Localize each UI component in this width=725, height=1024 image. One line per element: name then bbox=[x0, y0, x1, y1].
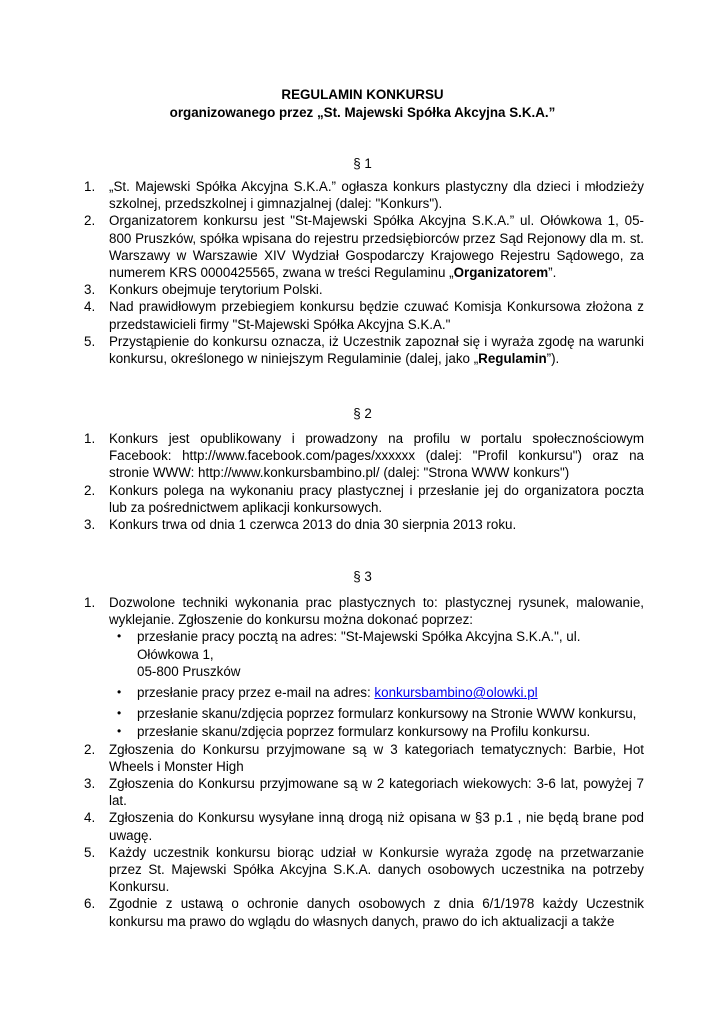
section-heading-2: § 2 bbox=[353, 406, 372, 421]
item-text: Przystąpienie do konkursu oznacza, iż Uczestnik zapoznał się i wyraża zgodę na warunki konkursu, określonego w niniejszym Regulaminie (dalej, jako „ bbox=[109, 333, 644, 367]
bullet-text: przesłanie pracy przez e-mail na adres: bbox=[137, 685, 375, 701]
section-2-list bbox=[84, 430, 644, 533]
list-item bbox=[84, 430, 644, 482]
document-subtitle: organizowanego przez „St. Majewski Spółka Akcyjna S.K.A.” bbox=[169, 105, 556, 120]
bullet-icon: • bbox=[117, 706, 122, 721]
item-number: 1. bbox=[84, 595, 96, 610]
item-number: 6. bbox=[84, 896, 96, 912]
list-item bbox=[84, 809, 644, 843]
bullet-item bbox=[109, 705, 644, 722]
item-text: Konkurs polega na wykonaniu pracy plastycznej i przesłanie jej do organizatora poczta lub za pośrednictwem aplikacji konkursowych. bbox=[109, 482, 644, 515]
item-number: 4. bbox=[84, 299, 96, 315]
list-item bbox=[84, 281, 644, 298]
list-item bbox=[84, 178, 644, 212]
item-number: 3. bbox=[84, 776, 96, 792]
bullet-item bbox=[109, 628, 644, 680]
bullet-text: przesłanie skanu/zdjęcia poprzez formularz konkursowy na Stronie WWW konkursu, bbox=[137, 706, 637, 722]
list-item bbox=[84, 333, 644, 367]
section-heading-3: § 3 bbox=[353, 569, 372, 584]
item-number: 1. bbox=[84, 431, 96, 446]
item-text: Konkurs jest opublikowany i prowadzony na profilu w portalu społecznościowym Facebook: http://www.facebook.com/pages/xxxxxx (dalej: "Profil konkursu") oraz na stronie WWW: http://www.konkursbambino.pl/ (dalej: "Strona WWW konkurs") bbox=[109, 431, 644, 481]
list-item bbox=[84, 775, 644, 809]
list-item bbox=[84, 895, 644, 929]
document-title: REGULAMIN KONKURSU bbox=[281, 87, 444, 102]
item-number: 1. bbox=[84, 179, 96, 194]
item-text: Konkurs trwa od dnia 1 czerwca 2013 do dnia 30 sierpnia 2013 roku. bbox=[109, 517, 517, 533]
item-number: 3. bbox=[84, 282, 96, 298]
bullet-text: przesłanie skanu/zdjęcia poprzez formularz konkursowy na Profilu konkursu. bbox=[137, 724, 591, 740]
item-number: 5. bbox=[84, 844, 96, 860]
email-link[interactable]: konkursbambino@olowki.pl bbox=[374, 685, 538, 701]
list-item bbox=[84, 482, 644, 516]
list-item bbox=[84, 844, 644, 896]
item-number: 2. bbox=[84, 482, 96, 498]
bullet-icon: • bbox=[117, 685, 122, 700]
item-text: Organizatorem konkursu jest "St-Majewski Spółka Akcyjna S.K.A.” ul. Ołówkowa 1, 05-800 Pruszków, spółka wpisana do rejestru przedsiębiorców przez Sąd Rejonowy dla m. st. Warszawy w Warszawie XIV Wydział Gospodarczy Krajowego Rejestru Sądowego, za numerem KRS 0000425565, zwana w treści Regulaminu „ bbox=[109, 213, 644, 281]
item-text-end: ”). bbox=[546, 351, 560, 367]
section-3-list bbox=[84, 594, 644, 930]
list-item bbox=[84, 212, 644, 281]
bullet-icon: • bbox=[117, 724, 122, 739]
item-text: Zgłoszenia do Konkursu wysyłane inną drogą niż opisana w §3 p.1 , nie będą brane pod uwagę. bbox=[109, 810, 644, 843]
item-number: 2. bbox=[84, 213, 96, 229]
section-1-list bbox=[84, 178, 644, 367]
address-street: Ołówkowa 1, bbox=[137, 646, 214, 662]
item-text: Zgłoszenia do Konkursu przyjmowane są w 2 kategoriach wiekowych: 3-6 lat, powyżej 7 lat. bbox=[109, 776, 644, 809]
item-bold-term: Organizatorem bbox=[453, 265, 549, 281]
item-text: Dozwolone techniki wykonania prac plastycznych to: plastycznej rysunek, malowanie, wyklejanie. Zgłoszenie do konkursu można dokonać poprzez: bbox=[109, 595, 644, 628]
item-text: „St. Majewski Spółka Akcyjna S.K.A.” ogłasza konkurs plastyczny dla dzieci i młodzieży szkolnej, przedszkolnej i gimnazjalnej (dalej: "Konkurs"). bbox=[109, 179, 644, 212]
item-text: Każdy uczestnik konkursu biorąc udział w Konkursie wyraża zgodę na przetwarzanie przez St. Majewski Spółka Akcyjna S.K.A. danych osobowych uczestnika na potrzeby Konkursu. bbox=[109, 844, 644, 895]
list-item bbox=[84, 741, 644, 775]
address-city: 05-800 Pruszków bbox=[137, 663, 241, 679]
item-text: Zgodnie z ustawą o ochronie danych osobowych z dnia 6/1/1978 każdy Uczestnik konkursu ma prawo do wglądu do własnych danych, prawo do ich aktualizacji a także bbox=[109, 896, 644, 929]
item-text-end: ”. bbox=[548, 265, 557, 281]
item-text: Konkurs obejmuje terytorium Polski. bbox=[109, 282, 323, 298]
bullet-item bbox=[109, 684, 644, 701]
list-item bbox=[84, 594, 644, 628]
bullet-text: przesłanie pracy pocztą na adres: "St-Majewski Spółka Akcyjna S.K.A.", ul. bbox=[137, 629, 581, 645]
item-text: Zgłoszenia do Konkursu przyjmowane są w 3 kategoriach tematycznych: Barbie, Hot Wheels i Monster High bbox=[109, 741, 644, 774]
bullet-item bbox=[109, 723, 644, 740]
bullet-icon: • bbox=[117, 629, 122, 644]
item-number: 5. bbox=[84, 333, 96, 349]
item-number: 3. bbox=[84, 517, 96, 533]
item-number: 2. bbox=[84, 741, 96, 757]
bullet-list bbox=[84, 628, 644, 740]
list-item bbox=[84, 516, 644, 533]
list-item bbox=[84, 298, 644, 332]
item-bold-term: Regulamin bbox=[478, 351, 547, 367]
item-text: Nad prawidłowym przebiegiem konkursu będzie czuwać Komisja Konkursowa złożona z przedstawicieli firmy "St-Majewski Spółka Akcyjna S.K.A." bbox=[109, 299, 644, 332]
section-heading-1: § 1 bbox=[353, 156, 372, 171]
item-number: 4. bbox=[84, 810, 96, 826]
